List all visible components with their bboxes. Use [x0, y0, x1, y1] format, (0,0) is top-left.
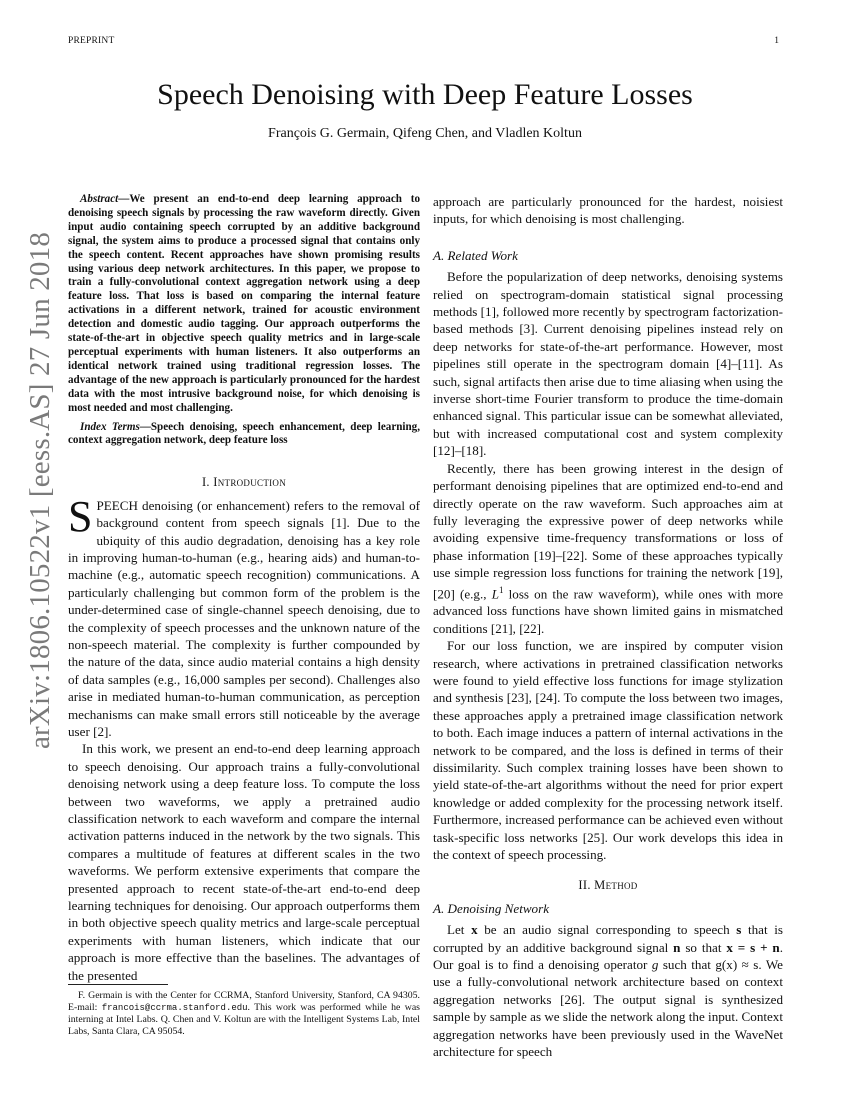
symbol-g: g	[651, 957, 659, 973]
method-paragraph-1	[433, 921, 783, 1060]
related-work-paragraph-1: Before the popularization of deep networks, denoising systems relied on spectrogram-domain statistical signal processing methods [1], followed more recently by spectrogram factorization-based methods [3]. Current denoising pipelines instead rely on deep networks for state-of-the-art performance. However, most pipelines still operate in the spectrogram domain [4]–[11]. As such, signal artifacts then arise due to time aliasing when using the inverse short-time Fourier transform to produce the time-domain enhanced signal. This particular issue can be somewhat alleviated, but with increased computational cost and system complexity [12]–[18].	[433, 269, 783, 459]
paper-title: Speech Denoising with Deep Feature Losses	[157, 78, 693, 111]
intro-paragraph-2-continued: approach are particularly pronounced for the hardest, noisiest inputs, for which denoising is most challenging.	[433, 194, 783, 227]
section-heading-introduction: I. Introduction	[201, 475, 287, 490]
l1-superscript: 1	[498, 584, 504, 595]
author-affiliation-footnote	[68, 990, 420, 1038]
index-terms-text: —Speech denoising, speech enhancement, deep learning, context aggregation network, deep feature loss	[68, 420, 420, 447]
equation-g-of-x-approx-s: g(x) ≈ s	[715, 957, 759, 973]
right-column	[433, 193, 783, 1060]
method-text-c: that is corrupted by an additive background signal	[433, 922, 783, 955]
index-terms-paragraph	[68, 421, 420, 449]
abstract-block	[68, 193, 420, 448]
related-work-paragraph-3: For our loss function, we are inspired by computer vision research, where activations in pretrained classification networks were found to yield effective loss functions for image stylization and synthesis [23], [24]. To compute the loss between two images, these approaches apply a pretrained image classification network to both. Each image induces a pattern of internal activations in the network to be compared, and the loss is defined in terms of their dissimilarity. Such complex training losses have been shown to yield state-of-the-art algorithms without the need for prior expert knowledge or added complexity for the processing network itself. Furthermore, increased performance can be achieved even without task-specific loss networks [25]. Our work develops this idea in the context of speech processing.	[433, 638, 783, 862]
intro-paragraph-1	[68, 491, 420, 741]
symbol-n: n	[673, 939, 681, 955]
left-column	[68, 193, 420, 984]
arxiv-identifier-stamp	[6, 231, 76, 749]
footnote-text-b: . This work was performed while he was interning at Intel Labs. Q. Chen and V. Koltun are with the Intelligent Systems Lab, Intel Labs, Santa Clara, CA 95054.	[68, 1002, 420, 1037]
method-text-d: so that	[680, 939, 727, 955]
method-text-a: Let	[447, 922, 472, 938]
paper-authors: François G. Germain, Qifeng Chen, and Vladlen Koltun	[268, 126, 582, 141]
arxiv-identifier-text: arXiv:1806.10522v1 [eess.AS] 27 Jun 2018	[24, 231, 57, 749]
page-number: 1	[774, 36, 779, 46]
method-text-e: . Our goal is to find a denoising operator	[433, 939, 783, 973]
symbol-s: s	[736, 922, 742, 938]
related-work-paragraph-2	[433, 460, 783, 637]
index-terms-label: Index Terms	[80, 420, 140, 433]
footnote-text-a: F. Germain is with the Center for CCRMA, Stanford University, Stanford, CA 94305. E-mail:	[68, 990, 420, 1013]
section-heading-method: II. Method	[578, 878, 638, 893]
l1-symbol: L	[491, 585, 499, 601]
intro-paragraph-2: In this work, we present an end-to-end deep learning approach to speech denoising. Our approach trains a fully-convolutional denoising network using a deep feature loss. To compute the loss between two waveforms, we apply a pretrained audio classification network to each waveform and compare the internal activation patterns induced in the network by the two signals. This compares a multitude of features at different scales in the two waveforms. We perform extensive experiments that compare the presented approach to recent state-of-the-art end-to-end deep learning techniques for denoising. Our approach outperforms them in both objective speech quality metrics and large-scale perceptual experiments with human listeners, which indicate that our approach is more effective than the baselines. The advantages of the presented	[68, 741, 420, 983]
intro-paragraph-1-text: PEECH denoising (or enhancement) refers to the removal of background content from speech signals [1]. Due to the ubiquity of this audio degradation, denoising has a key role in improving human-to-human (e.g., hearing aids) and human-to-machine (e.g., automatic speech recognition) communications. A particularly challenging but common form of the problem is the under-determined case of single-channel speech denoising, due to the complexity of speech processes and the unknown nature of the non-speech material. The complexity is further compounded by the nature of the data, since audio material contains a high density of data samples (e.g., 16,000 samples per second). Challenges also arise in mediated human-to-human communication, as perception mechanisms can make small errors still noticeable by the average user [2].	[68, 497, 420, 739]
related-work-p2-text-a: Recently, there has been growing interest in the design of performant denoising pipelines that are optimized end-to-end and directly operate on the raw waveform. Such approaches aim at fully leveraging the expressive power of deep networks while avoiding expensive time-frequency transformations or loss of phase information [19]–[22]. Some of these approaches typically use simple regression loss functions for training the network [19], [20] (e.g.,	[433, 460, 783, 601]
abstract-label: Abstract	[80, 193, 119, 205]
author-email: francois@ccrma.stanford.edu	[101, 1003, 248, 1013]
drop-cap: S	[68, 491, 93, 541]
running-header: PREPRINT	[68, 36, 115, 46]
method-text-g: . We use a fully-convolutional network architecture based on context aggregation networks [26]. The output signal is synthesized sample by sample as we slide the network along the input. Context aggregation networks have been previously used in the WaveNet architecture for speech	[433, 957, 783, 1060]
method-text-b: be an audio signal corresponding to speech	[477, 922, 737, 938]
related-work-p2-text-b: loss on the raw waveform), while ones with more advanced loss functions have shown limited gains in mismatched conditions [21], [22].	[433, 585, 784, 636]
subsection-heading-denoising-network: A. Denoising Network	[433, 900, 550, 916]
abstract-text: —We present an end-to-end deep learning approach to denoising speech signals by processing the raw waveform directly. Given input audio containing speech corrupted by an additive background signal, the system aims to produce a processed signal that contains only the speech content. Recent approaches have shown promising results using various deep network architectures. In this paper, we propose to train a fully-convolutional context aggregation network using a deep feature loss. That loss is based on comparing the internal feature activations in a different network, trained for acoustic environment detection and domestic audio tagging. Our approach outperforms the state-of-the-art in objective speech quality metrics and in large-scale perceptual experiments with human listeners. It also outperforms an identical network trained using traditional regression losses. The advantage of the new approach is particularly pronounced for the hardest data with the most intrusive background noise, for which denoising is most needed and most challenging.	[68, 193, 420, 414]
method-text-f: such that	[658, 957, 716, 973]
abstract-paragraph	[68, 193, 420, 416]
subsection-heading-related-work: A. Related Work	[433, 247, 518, 263]
equation-x-equals-s-plus-n: x = s + n	[726, 939, 780, 955]
footnote-rule	[68, 984, 168, 985]
symbol-x: x	[471, 922, 478, 938]
